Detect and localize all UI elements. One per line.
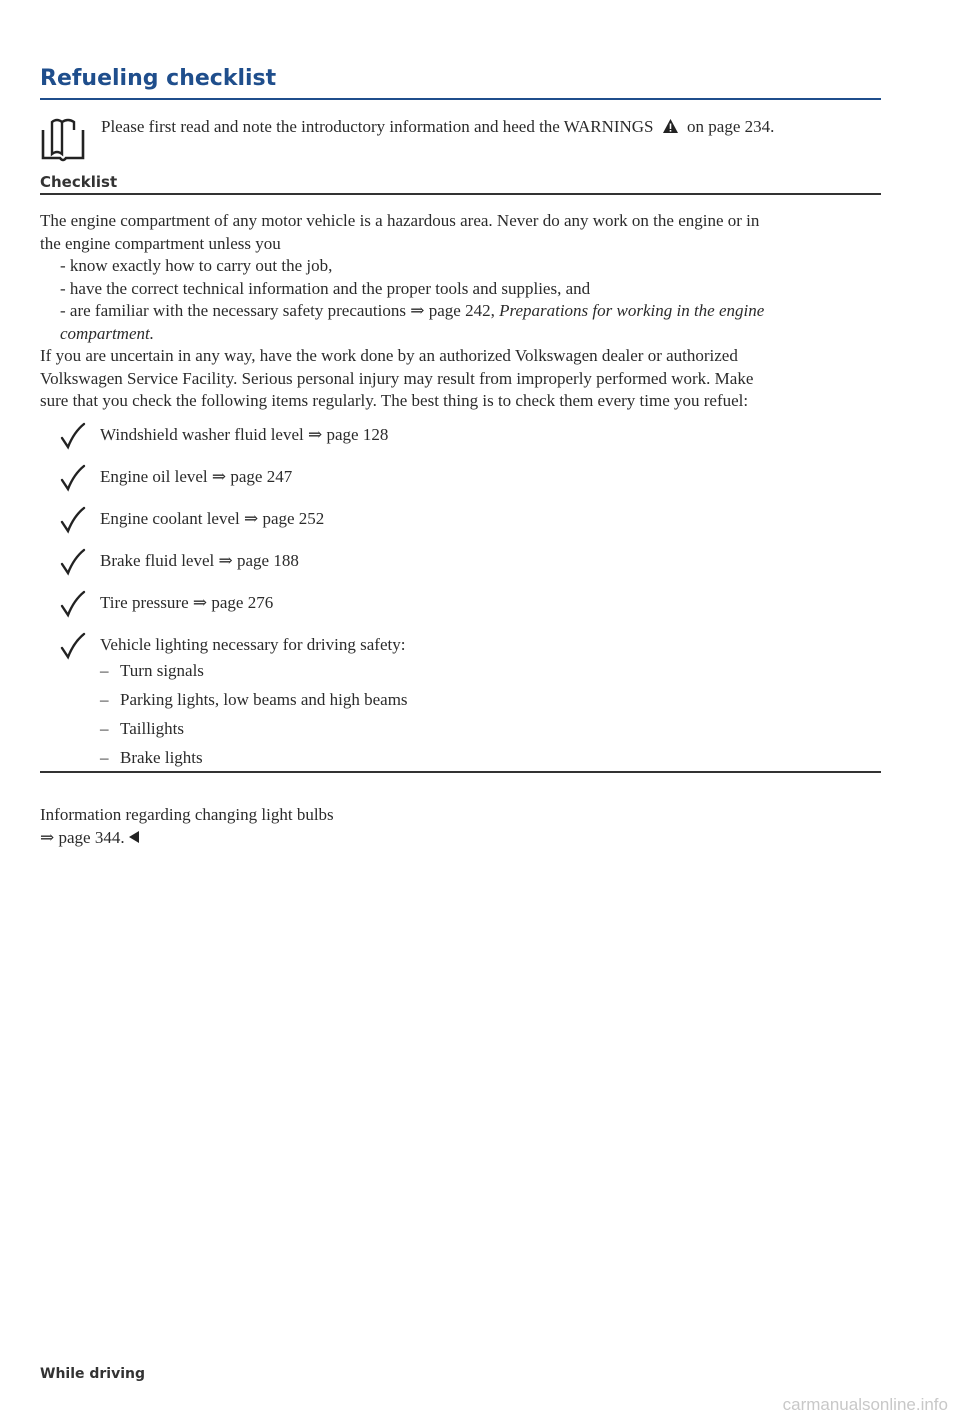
checklist-item-text: Vehicle lighting necessary for driving safety: [100,635,406,654]
page-title: Refueling checklist [40,66,277,91]
page-reference: ⇒ page 344. [40,827,125,847]
checklist-item [60,630,405,660]
watermark: carmanualsonline.info [782,1395,948,1414]
checklist-item [60,462,292,492]
info-line-ref [40,827,540,850]
checklist-item [60,420,388,450]
requirement-item [40,300,890,323]
intro-text-after: on page 234. [687,117,775,136]
checklist-item-text: Tire pressure ⇒ page 276 [100,593,274,612]
body-line: sure that you check the following items regularly. The best thing is to check them every time you refuel: [40,391,749,410]
cross-reference-title: Preparations for working in the engine [499,301,765,320]
warning-triangle-icon [662,118,679,134]
requirement-text: - are familiar with the necessary safety precautions ⇒ page 242, [60,301,500,320]
dash-marker: – [100,661,109,680]
check-mark-icon [60,632,86,660]
intro-text-before: Please first read and note the introductory information and heed the WARNINGS [101,117,654,136]
requirement-item-cont [40,323,890,346]
checklist-item-text: Windshield washer fluid level ⇒ page 128 [100,425,389,444]
dash-marker: – [100,748,109,767]
title-divider [40,98,881,100]
body-line: If you are uncertain in any way, have the work done by an authorized Volkswagen dealer or authorized [40,346,738,365]
check-mark-icon [60,464,86,492]
check-mark-icon [60,548,86,576]
checklist-divider-top [40,193,881,195]
checklist-item-text: Engine coolant level ⇒ page 252 [100,509,325,528]
checklist-divider-bottom [40,771,881,773]
requirement-item: - know exactly how to carry out the job, [60,256,333,275]
requirement-item: - have the correct technical information and the proper tools and supplies, and [60,278,591,298]
checklist-item-text: Engine oil level ⇒ page 247 [100,467,293,486]
lighting-item [100,659,204,683]
cross-reference-title-cont: compartment. [60,323,154,343]
checklist-item-text: Brake fluid level ⇒ page 188 [100,551,299,570]
open-book-icon [40,118,86,164]
checklist-heading: Checklist [40,173,118,191]
end-of-section-icon [129,831,139,843]
lighting-item-text: Turn signals [120,661,204,680]
body-line: Volkswagen Service Facility. Serious personal injury may result from improperly performed work. Make [40,368,754,388]
info-line: Information regarding changing light bulbs [40,805,334,824]
checklist-item [60,546,299,576]
intro-text [101,116,891,138]
lighting-item-text: Parking lights, low beams and high beams [120,690,408,709]
body-line: the engine compartment unless you [40,233,281,253]
dash-marker: – [100,690,109,709]
page-footer: While driving [40,1366,146,1382]
checklist-item [60,588,273,618]
lighting-item [100,688,408,712]
info-note [40,804,540,849]
lighting-item-text: Brake lights [120,748,203,767]
check-mark-icon [60,422,86,450]
body-text [40,210,890,413]
checklist-item [60,504,324,534]
lighting-item [100,746,203,770]
dash-marker: – [100,719,109,738]
check-mark-icon [60,590,86,618]
body-line: The engine compartment of any motor vehicle is a hazardous area. Never do any work on the engine or in [40,211,760,230]
lighting-item [100,717,184,741]
check-mark-icon [60,506,86,534]
lighting-item-text: Taillights [120,719,184,738]
